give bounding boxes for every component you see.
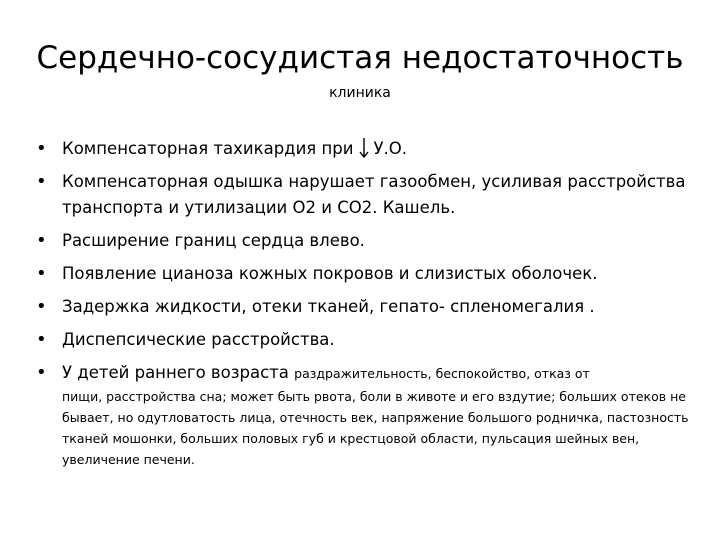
bullet-marker: •: [36, 138, 47, 159]
bullet-text: Компенсаторная одышка нарушает газообмен, усиливая расстройства транспорта и утилизации О2 и СО2. Кашель.: [62, 172, 686, 217]
down-arrow-icon: [357, 137, 371, 159]
bullet-text: Расширение границ сердца влево.: [62, 231, 365, 250]
list-item: [36, 327, 696, 353]
list-item: [36, 169, 696, 221]
bullet-lead-text: У детей раннего возраста: [62, 363, 289, 382]
bullet-text: Задержка жидкости, отеки тканей, гепато- спленомегалия .: [62, 297, 595, 316]
bullet-text: Компенсаторная тахикардия при: [62, 139, 354, 158]
list-item: [36, 136, 696, 162]
bullet-marker: •: [36, 263, 47, 284]
bullet-detail-text: раздражительность, беспокойство, отказ от: [294, 366, 590, 381]
bullet-marker: •: [36, 230, 47, 251]
slide-title: Сердечно-сосудистая недостаточность: [36, 40, 684, 76]
bullet-text: Появление цианоза кожных покровов и слизистых оболочек.: [62, 264, 598, 283]
bullet-marker: •: [36, 362, 47, 383]
list-item: [36, 228, 696, 254]
bullet-list: [36, 136, 696, 477]
list-item: [36, 360, 696, 470]
list-item: [36, 294, 696, 320]
bullet-marker: •: [36, 296, 47, 317]
bullet-text: Диспепсические расстройства.: [62, 330, 335, 349]
slide-subtitle: клиника: [329, 85, 391, 101]
bullet-marker: •: [36, 329, 47, 350]
bullet-marker: •: [36, 171, 47, 192]
bullet-text: У.О.: [373, 139, 408, 158]
list-item: [36, 261, 696, 287]
bullet-detail-text: пищи, расстройства сна; может быть рвота, боли в животе и его вздутие; больших отеков не бывает, но одутловатость лица, отечность век, напряжение большого родничка, пастозность тканей мошонки, больших половых губ и крестцовой области, пульсация шейных вен, увеличение печени.: [62, 389, 689, 467]
